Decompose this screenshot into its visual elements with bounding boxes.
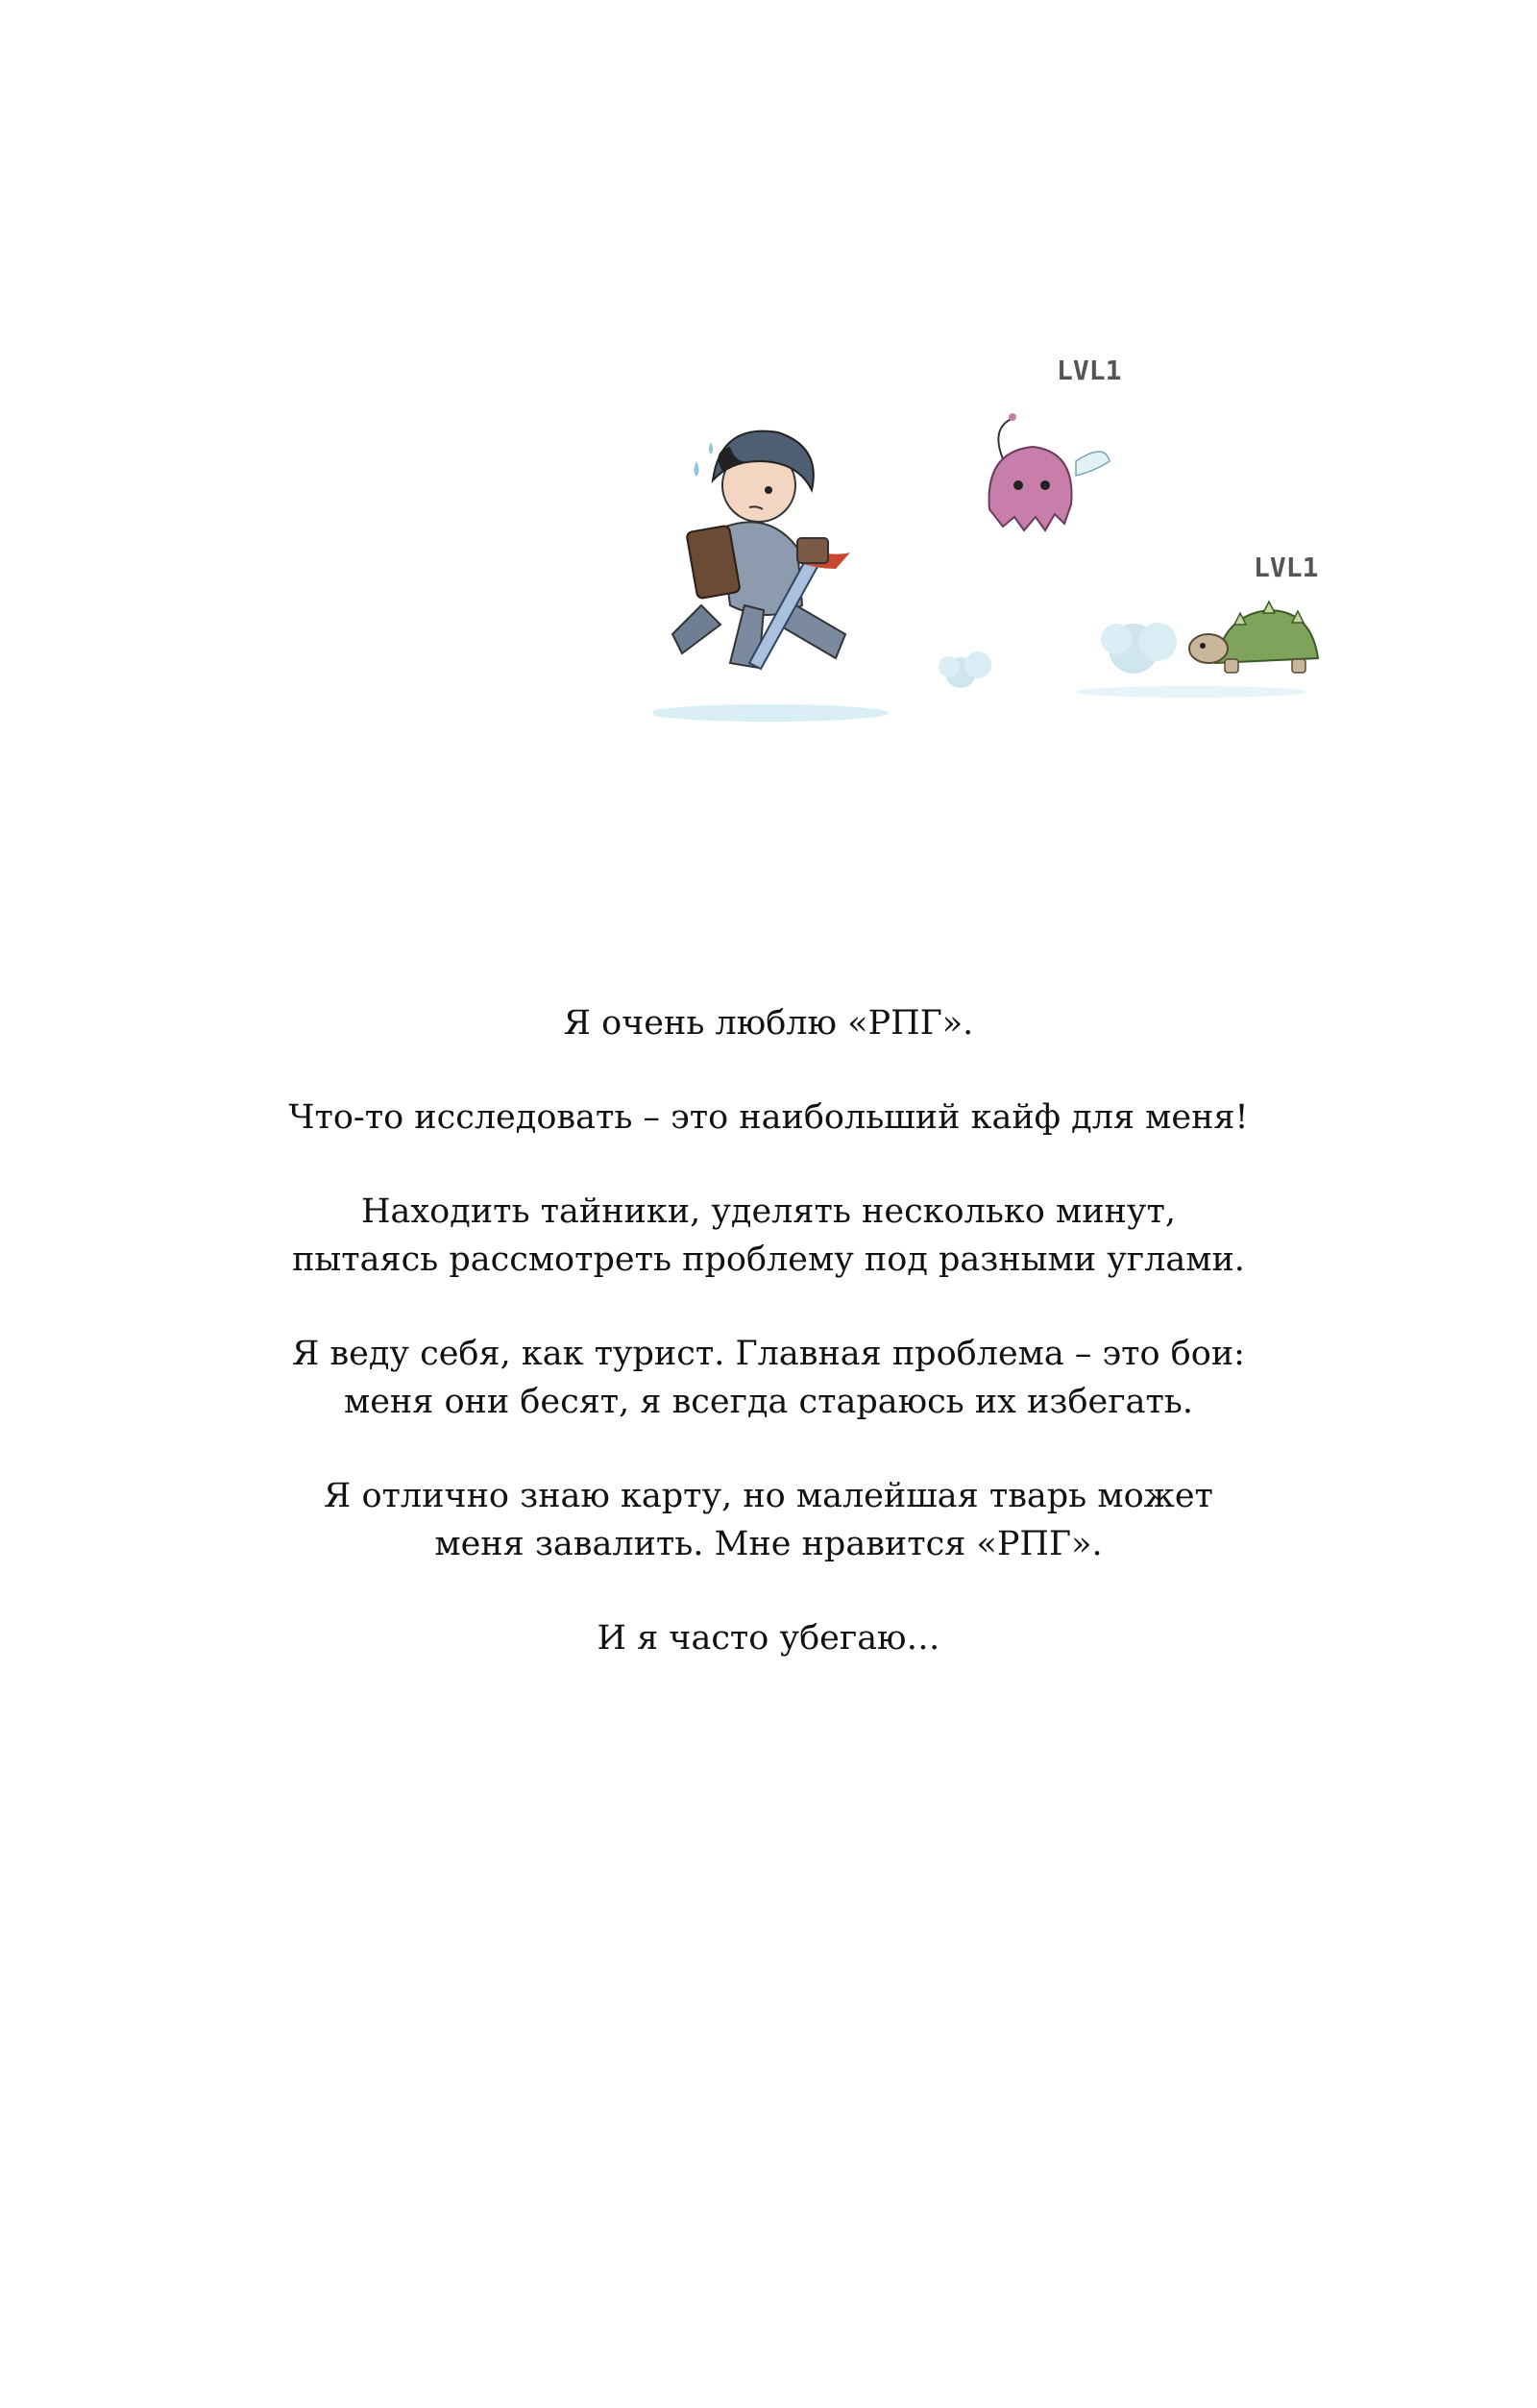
text-line: И я часто убегаю… xyxy=(597,1619,940,1658)
paragraph xyxy=(0,1330,1537,1426)
turtle-monster-icon xyxy=(1189,602,1318,673)
paragraph xyxy=(0,1614,1537,1662)
jellyfish-level-label: LVL1 xyxy=(1057,355,1122,386)
turtle-level-label: LVL1 xyxy=(1254,552,1319,583)
paragraph xyxy=(0,1093,1537,1142)
knight-icon xyxy=(672,431,850,669)
text-line: меня завалить. Мне нравится «РПГ». xyxy=(434,1525,1103,1563)
text-line: пытаясь рассмотреть проблему под разными углами. xyxy=(292,1241,1245,1279)
text-line: Я отлично знаю карту, но малейшая тварь может xyxy=(324,1477,1213,1515)
story-text xyxy=(0,999,1537,1708)
text-line: меня они бесят, я всегда стараюсь их избегать. xyxy=(343,1383,1193,1421)
ground-shadow xyxy=(653,704,889,722)
jellyfish-monster-icon xyxy=(989,413,1110,530)
text-line: Я очень люблю «РПГ». xyxy=(563,1004,974,1043)
rpg-illustration xyxy=(653,317,1364,778)
text-line: Я веду себя, как турист. Главная проблема – это бои: xyxy=(292,1335,1245,1373)
dust-cloud-icon xyxy=(1101,623,1177,674)
text-line: Что-то исследовать – это наибольший кайф для меня! xyxy=(288,1098,1249,1137)
dust-cloud-icon xyxy=(939,651,991,688)
paragraph xyxy=(0,999,1537,1047)
paragraph xyxy=(0,1472,1537,1568)
text-line: Находить тайники, уделять несколько минут, xyxy=(361,1192,1176,1231)
paragraph xyxy=(0,1188,1537,1284)
